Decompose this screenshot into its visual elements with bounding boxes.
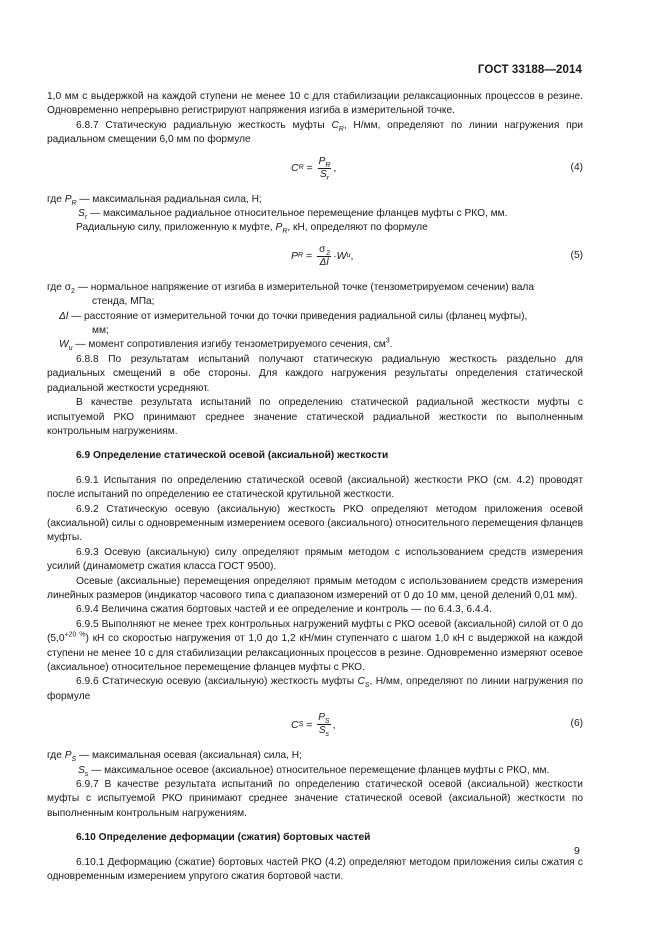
paragraph-6-9-6: 6.9.6 Статическую осевую (аксиальную) жесткость муфты $C_S$, Н/мм, определяют по линии нагружения по формуле [47, 676, 583, 702]
section-heading-6-9: 6.9 Определение статической осевой (аксиальной) жесткости [76, 450, 389, 462]
definition-delta-l: Δl — расстояние от измерительной точки до точки приведения радиальной силы (фланец муфты), [59, 310, 528, 322]
formula-4-number: (4) [570, 161, 583, 173]
formula-6-expression: C S = $\frac{P_S}{S_s}$ , [291, 712, 336, 739]
formula-5 [47, 239, 583, 279]
definition-sigma-continuation: стенда, МПа; [92, 296, 155, 308]
paragraph-6-9-4: 6.9.4 Величина сжатия бортовых частей и ее определение и контроль — по 6.4.3, 6.4.4. [76, 604, 492, 616]
formula-6 [47, 707, 583, 747]
section-heading-6-10: 6.10 Определение деформации (сжатия) бортовых частей [76, 832, 371, 844]
paragraph-6-8-8: 6.8.8 По результатам испытаний получают статическую радиальную жесткость раздельно для радиальных смещений в обе стороны. Для каждого нагружения результаты определения статической радиальной жесткости усредняют. [47, 353, 583, 394]
paragraph-6-9-5: 6.9.5 Выполняют не менее трех контрольных нагружений муфты с РКО осевой (аксиальной) силой от 0 до $(5,0^{+20 \%})$ кН со скоростью нагружения от 1,0 до 1,2 кН/мин ступенчато с шагом 1,0 кН с выдержкой на каждой ступени не менее 10 с для стабилизации релаксационных процессов в резине. Одновременно измеряют осевое (аксиальное) относительное перемещение фланцев муфты с РКО. [47, 618, 584, 673]
formula-5-number: (5) [570, 249, 583, 261]
formula-5-expression: P R = $\frac{\sigma_2}{\Delta l}$ · W u , [291, 243, 354, 268]
document-id-header: ГОСТ 33188—2014 [477, 64, 582, 76]
definition-pr: где $P_R$ — максимальная радиальная сила, Н; [47, 193, 262, 207]
definition-delta-l-continuation: мм; [92, 325, 109, 337]
formula-6-number: (6) [570, 718, 583, 730]
paragraph-6-9-3-displacement: Осевые (аксиальные) перемещения определяют прямым методом с использованием средств измерения линейных размеров (индикатор часового типа с диапазоном измерений от 0 до 10 мм, ценой делений 0,01 мм). [47, 575, 583, 601]
paragraph-6-9-2: 6.9.2 Статическую осевую (аксиальную) жесткость РКО определяют методом приложения осевой (аксиальной) силы с одновременным измерением осевого (аксиального) относительного перемещения фланцев муфты. [47, 503, 583, 544]
paragraph-radial-force: Радиальную силу, приложенную к муфте, $P_R$, кН, определяют по формуле [76, 222, 428, 236]
formula-4 [47, 151, 583, 191]
formula-4-expression: C R = $\frac{P_R}{S_r}$ , [291, 155, 337, 182]
definition-ss: $S_s$ — максимальное осевое (аксиальное) относительное перемещение фланцев муфты с РКО, мм. [78, 764, 550, 778]
page-number: 9 [574, 845, 580, 857]
definition-wu: $W_u$ — момент сопротивления изгибу тензометрируемого сечения, $см^3$. [59, 338, 393, 353]
paragraph-6-9-1: 6.9.1 Испытания по определению статической осевой (аксиальной) жесткости РКО (см. 4.2) проводят после испытаний по определению ее статической крутильной жесткости. [47, 474, 583, 501]
paragraph-6-9-7: 6.9.7 В качестве результата испытаний по определению статической осевой (аксиальной) жесткости муфты с испытуемой РКО принимают среднее значение статической осевой (аксиальной) жесткости по выполненным контрольным нагружениям. [47, 779, 583, 819]
paragraph-6-9-3: 6.9.3 Осевую (аксиальную) силу определяют прямым методом с использованием средств измерения усилий (динамометр сжатия класса ГОСТ 9500). [47, 546, 583, 573]
definition-sr: $S_r$ — максимальное радиальное относительное перемещение фланцев муфты с РКО, мм. [78, 208, 508, 222]
formula-5-fraction: $\frac{\sigma_2}{\Delta l}$ [319, 243, 331, 268]
formula-6-fraction: $\frac{P_S}{S_s}$ [318, 712, 330, 739]
formula-4-fraction: $\frac{P_R}{S_r}$ [318, 155, 331, 182]
paragraph-6-8-8-result: В качестве результата испытаний по определению статической радиальной жесткости муфты с испытуемой РКО принимают среднее значение статической радиальной жесткости по выполненным контрольным нагружениям. [47, 397, 583, 437]
document-body [47, 90, 583, 884]
paragraph-6-10-1: 6.10.1 Деформацию (сжатие) бортовых частей РКО (4.2) определяют методом приложения силы сжатия с одновременным измерением упругого сжатия бортовой части. [47, 856, 583, 883]
paragraph-continuation: 1,0 мм с выдержкой на каждой ступени не менее 10 с для стабилизации релаксационных процессов в резине. Одновременно непрерывно регистрируют напряжения изгиба в измерительной точке. [47, 91, 583, 117]
definition-ps: где $P_S$ — максимальная осевая (аксиальная) сила, Н; [47, 750, 302, 764]
definition-sigma: где $\sigma_2$ — нормальное напряжение от изгиба в измерительной точке (тензометрируемом сечении) вала [47, 281, 535, 295]
paragraph-6-8-7: 6.8.7 Статическую радиальную жесткость муфты $C_R$, Н/мм, определяют по линии нагружения при радиальном смещении 6,0 мм по формуле [47, 119, 583, 146]
